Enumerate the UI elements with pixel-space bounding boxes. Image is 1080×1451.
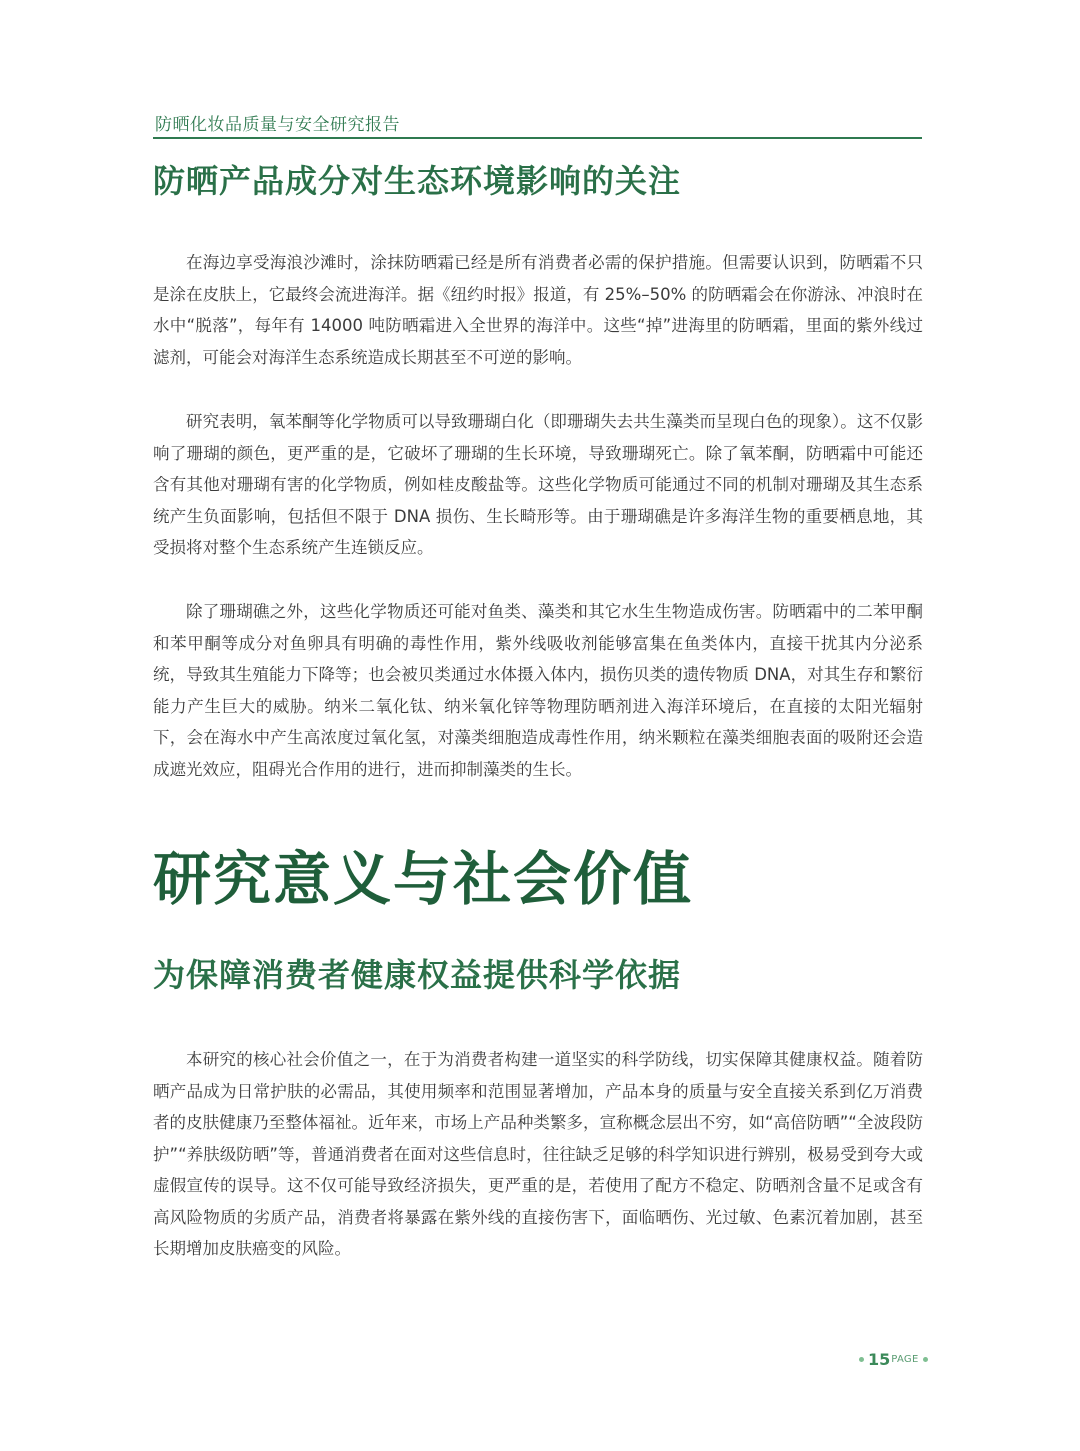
left-dot-icon <box>859 1357 864 1362</box>
paragraph-eco-1: 在海边享受海浪沙滩时，涂抹防晒霜已经是所有消费者必需的保护措施。但需要认识到，防晒霜不只是涂在皮肤上，它最终会流进海洋。据《纽约时报》报道，有 25%–50% 的防晒霜会在你游泳、冲浪时在水中“脱落”，每年有 14000 吨防晒霜进入全世界的海洋中。这些“掉”进海里的防晒霜，里面的紫外线过滤剂，可能会对海洋生态系统造成长期甚至不可逆的影响。 <box>153 253 923 367</box>
header-divider <box>153 137 922 139</box>
paragraph-consumer-1: 本研究的核心社会价值之一，在于为消费者构建一道坚实的科学防线，切实保障其健康权益。随着防晒产品成为日常护肤的必需品，其使用频率和范围显著增加，产品本身的质量与安全直接关系到亿万消费者的皮肤健康乃至整体福祉。近年来，市场上产品种类繁多，宣称概念层出不穷，如“高倍防晒”“全波段防护”“养肤级防晒”等，普通消费者在面对这些信息时，往往缺乏足够的科学知识进行辨别，极易受到夸大或虚假宣传的误导。这不仅可能导致经济损失，更严重的是，若使用了配方不稳定、防晒剂含量不足或含有高风险物质的劣质产品，消费者将暴露在紫外线的直接伤害下，面临晒伤、光过敏、色素沉着加剧，甚至长期增加皮肤癌变的风险。 <box>153 1050 923 1258</box>
paragraph-eco-2: 研究表明，氧苯酮等化学物质可以导致珊瑚白化（即珊瑚失去共生藻类而呈现白色的现象）。这不仅影响了珊瑚的颜色，更严重的是，它破坏了珊瑚的生长环境，导致珊瑚死亡。除了氧苯酮，防晒霜中可能还含有其他对珊瑚有害的化学物质，例如桂皮酸盐等。这些化学物质可能通过不同的机制对珊瑚及其生态系统产生负面影响，包括但不限于 DNA 损伤、生长畸形等。由于珊瑚礁是许多海洋生物的重要栖息地，其受损将对整个生态系统产生连锁反应。 <box>153 412 923 557</box>
paragraph-eco-3: 除了珊瑚礁之外，这些化学物质还可能对鱼类、藻类和其它水生生物造成伤害。防晒霜中的二苯甲酮和苯甲酮等成分对鱼卵具有明确的毒性作用，紫外线吸收剂能够富集在鱼类体内，直接干扰其内分泌系统，导致其生殖能力下降等；也会被贝类通过水体摄入体内，损伤贝类的遗传物质 DNA，对其生存和繁衍能力产生巨大的威胁。纳米二氧化钛、纳米氧化锌等物理防晒剂进入海洋环境后，在直接的太阳光辐射下，会在海水中产生高浓度过氧化氢，对藻类细胞造成毒性作用，纳米颗粒在藻类细胞表面的吸附还会造成遮光效应，阻碍光合作用的进行，进而抑制藻类的生长。 <box>153 602 923 779</box>
page-number-value: 15 <box>868 1349 891 1369</box>
page-word: PAGE <box>891 1353 919 1365</box>
section-title-eco-impact: 防晒产品成分对生态环境影响的关注 <box>153 162 682 200</box>
chapter-title: 研究意义与社会价值 <box>153 845 694 913</box>
right-dot-icon <box>923 1357 928 1362</box>
report-title-header: 防晒化妆品质量与安全研究报告 <box>155 115 400 135</box>
section-title-consumer-rights: 为保障消费者健康权益提供科学依据 <box>153 956 682 994</box>
page-number <box>855 1349 932 1369</box>
